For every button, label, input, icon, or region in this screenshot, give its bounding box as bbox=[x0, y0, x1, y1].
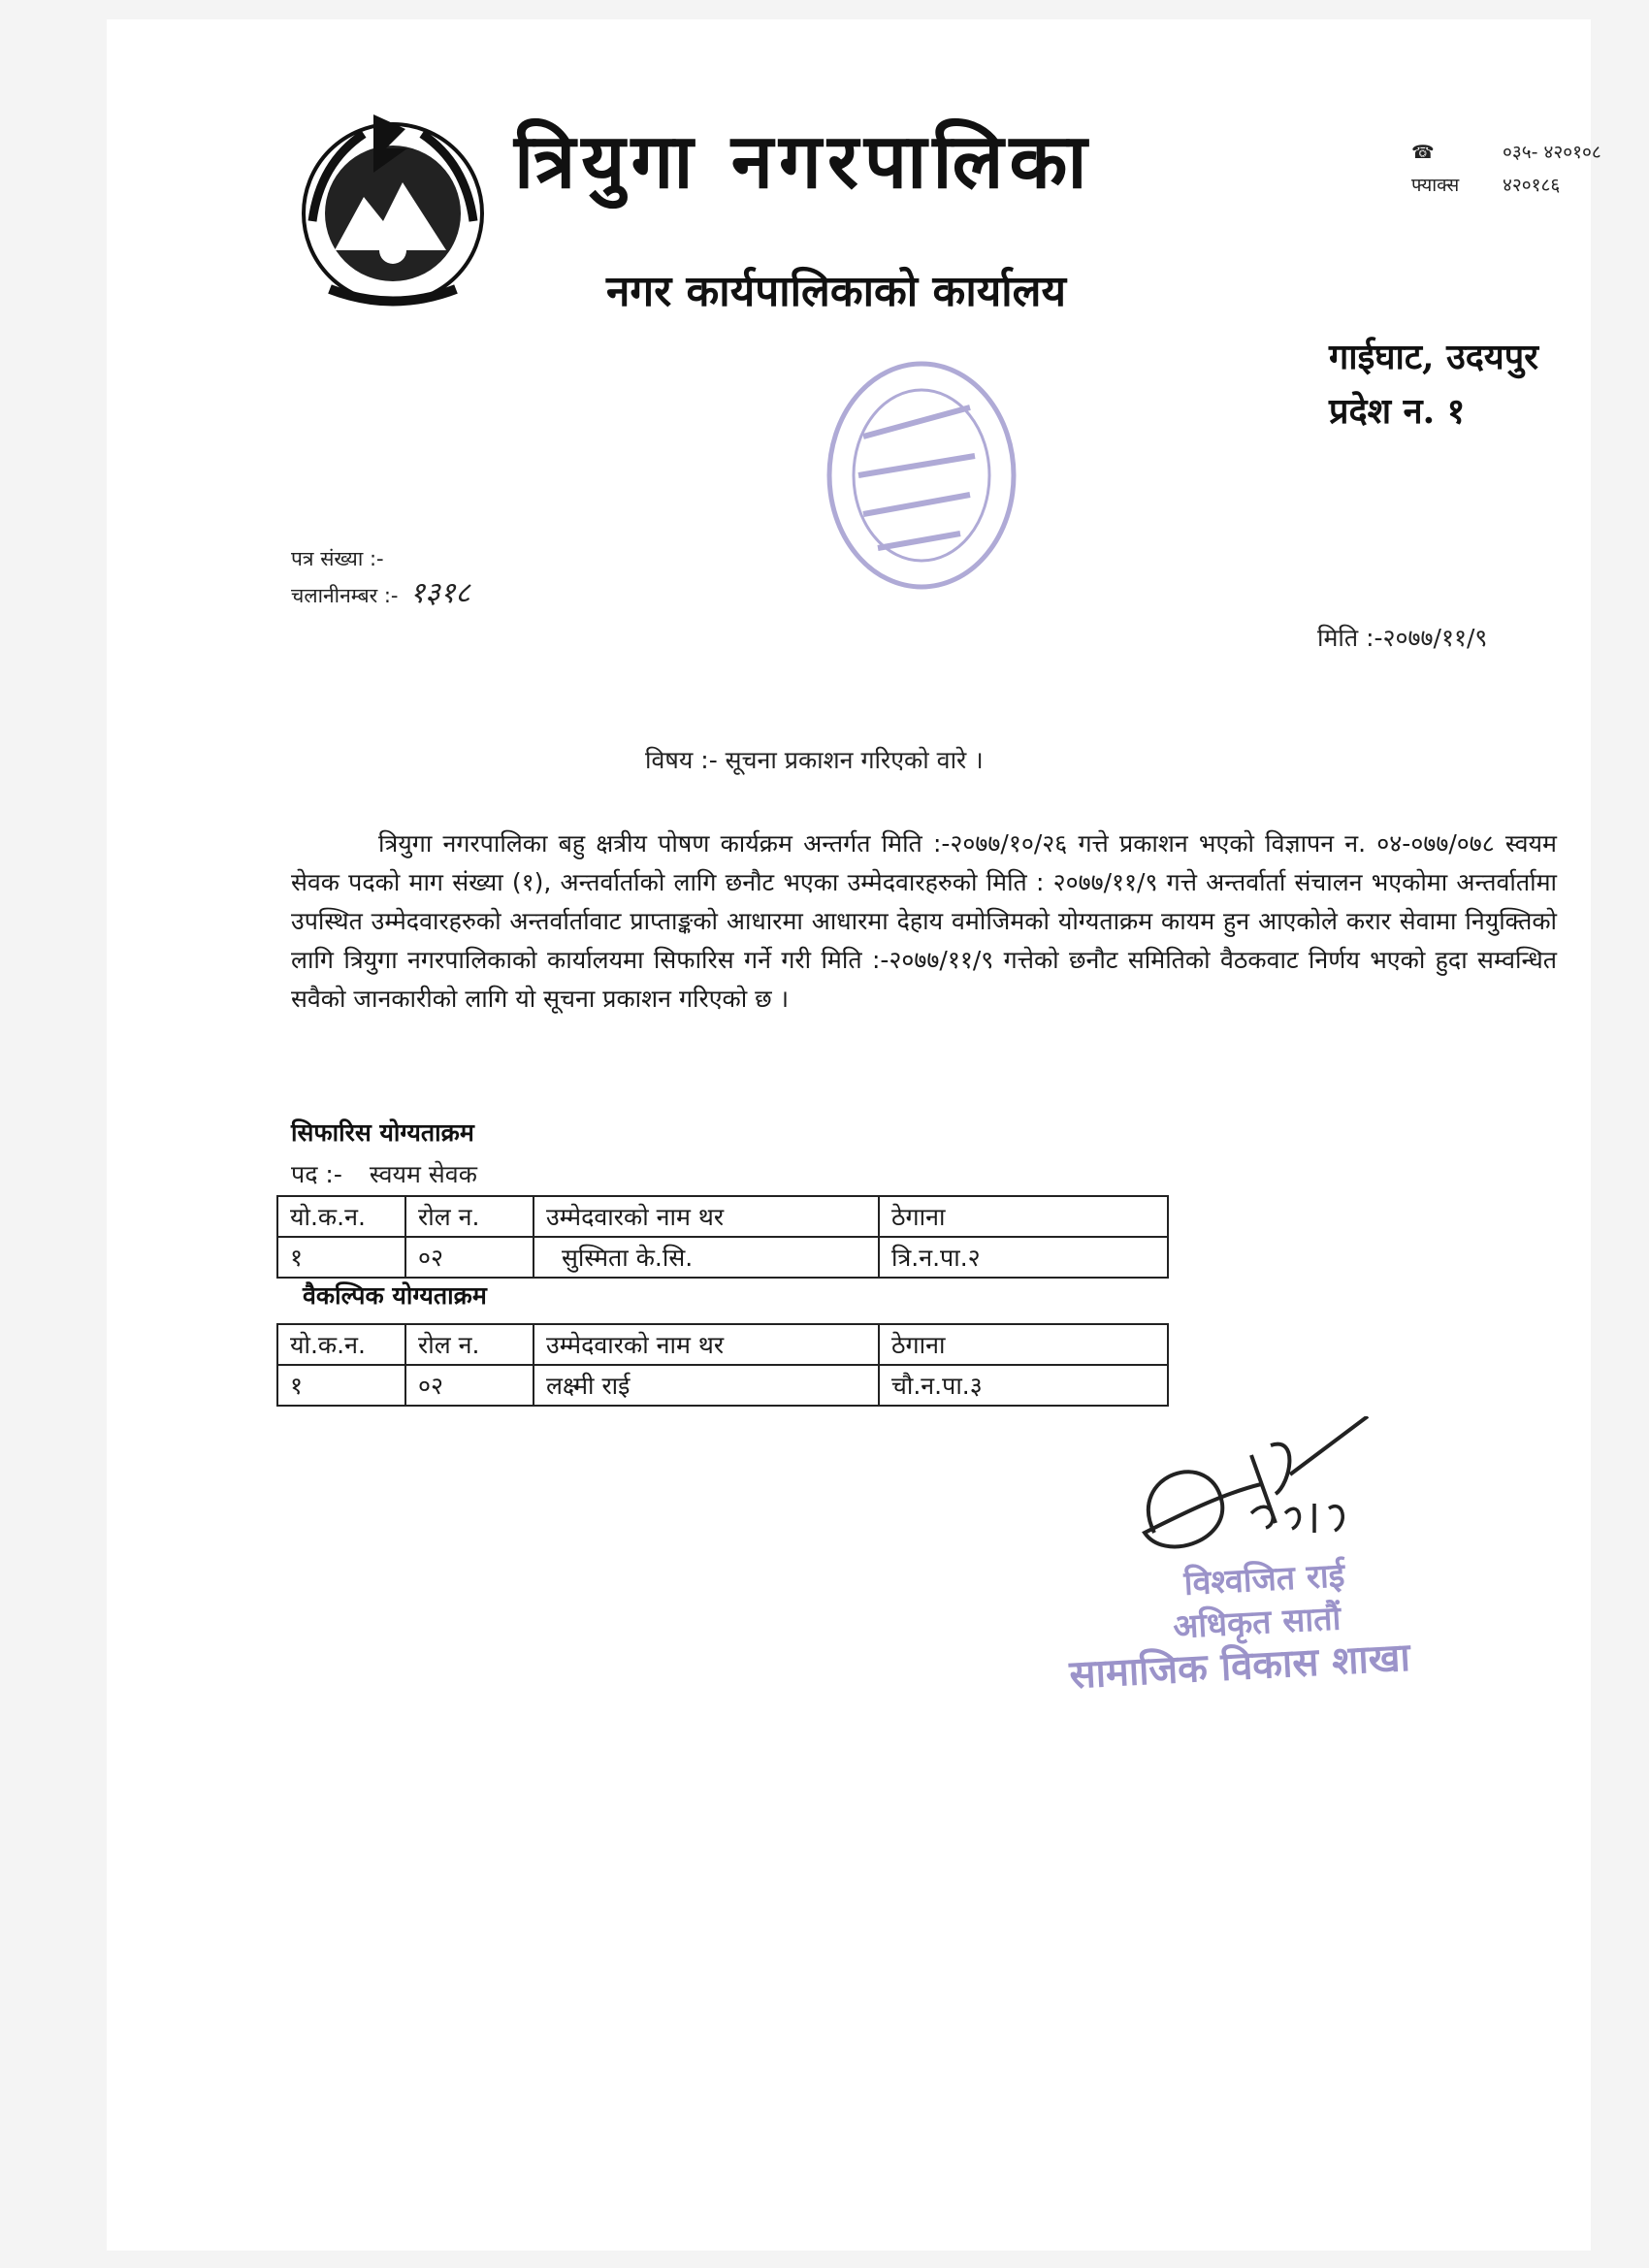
col-serial-header: यो.क.न. bbox=[277, 1196, 405, 1237]
chalani-label: चलानीनम्बर :- bbox=[291, 584, 399, 607]
col-name-header: उम्मेदवारको नाम थर bbox=[534, 1324, 879, 1365]
address-line-2: प्रदेश न. १ bbox=[1329, 391, 1466, 432]
table-header-row bbox=[277, 1324, 1168, 1365]
letter-subject: विषय :- सूचना प्रकाशन गरिएको वारे । bbox=[645, 746, 984, 774]
cell-serial: १ bbox=[277, 1365, 405, 1406]
alternate-table bbox=[276, 1323, 1169, 1407]
office-stamp-icon bbox=[805, 349, 1028, 621]
col-address-header: ठेगाना bbox=[879, 1196, 1168, 1237]
office-address bbox=[1329, 330, 1538, 438]
fax-number: ४२०१८६ bbox=[1503, 175, 1561, 196]
fax-label: फ्याक्स bbox=[1411, 175, 1460, 196]
cell-roll: ०२ bbox=[405, 1365, 534, 1406]
signatory-designation: अधिकृत सातौं bbox=[1172, 1599, 1342, 1647]
letter-body: त्रियुगा नगरपालिका बहु क्षत्रीय पोषण कार्यक्रम अन्तर्गत मिति :-२०७७/१०/२६ गत्ते प्रकाशन भएको विज्ञापन न. ०४-०७७/०७८ स्वयम सेवक पदको माग संख्या (१), अन्तर्वार्ताको लागि छनौट भएका उम्मेदवारहरुको मिति : २०७७/११/९ गत्ते अन्तर्वार्ता संचालन भएकोमा अन्तर्वार्तामा उपस्थित उम्मेदवारहरुको अन्तर्वार्तावाट प्राप्ताङ्कको आधारमा आधारमा देहाय वमोजिमको योग्यताक्रम कायम हुन आएकोले करार सेवामा नियुक्तिको लागि त्रियुगा नगरपालिकाको कार्यालयमा सिफारिस गर्ने गरी मिति :-२०७७/११/९ गत्तेको छनौट समितिको वैठकवाट निर्णय भएको हुदा सम्वन्धित सवैको जानकारीको लागि यो सूचना प्रकाशन गरिएको छ । bbox=[291, 829, 1557, 1013]
signatory-name: विश्वजित राई bbox=[1182, 1556, 1346, 1604]
cell-name: सुस्मिता के.सि. bbox=[534, 1237, 879, 1278]
signatory-branch: सामाजिक विकास शाखा bbox=[1068, 1634, 1411, 1699]
recommended-heading: सिफारिस योग्यताक्रम bbox=[291, 1118, 474, 1147]
nepal-emblem-icon bbox=[291, 105, 495, 308]
col-name-header: उम्मेदवारको नाम थर bbox=[534, 1196, 879, 1237]
cell-address: चौ.न.पा.३ bbox=[879, 1365, 1168, 1406]
col-roll-header: रोल न. bbox=[405, 1324, 534, 1365]
cell-serial: १ bbox=[277, 1237, 405, 1278]
table-header-row bbox=[277, 1196, 1168, 1237]
col-serial-header: यो.क.न. bbox=[277, 1324, 405, 1365]
org-name: त्रियुगा नगरपालिका bbox=[514, 117, 1093, 206]
recommended-table bbox=[276, 1195, 1169, 1279]
alternate-heading: वैकल्पिक योग्यताक्रम bbox=[303, 1281, 487, 1310]
contact-info bbox=[1411, 136, 1601, 202]
chalani-number: १३१८ bbox=[409, 576, 470, 610]
signature-stamp bbox=[1064, 1551, 1411, 1697]
post-value: स्वयम सेवक bbox=[369, 1160, 477, 1188]
table-row bbox=[277, 1365, 1168, 1406]
post-line bbox=[291, 1157, 477, 1190]
phone-icon: ☎ bbox=[1411, 142, 1435, 163]
patra-sankhya-label: पत्र संख्या :- bbox=[291, 547, 384, 570]
phone-number: ०३५- ४२०१०८ bbox=[1503, 142, 1601, 163]
post-label: पद :- bbox=[291, 1160, 342, 1188]
office-name: नगर कार्यपालिकाको कार्यालय bbox=[606, 267, 1066, 316]
col-address-header: ठेगाना bbox=[879, 1324, 1168, 1365]
reference-block bbox=[291, 541, 470, 613]
letter-date: मिति :-२०७७/११/९ bbox=[1317, 624, 1488, 652]
table-row bbox=[277, 1237, 1168, 1278]
col-roll-header: रोल न. bbox=[405, 1196, 534, 1237]
cell-address: त्रि.न.पा.२ bbox=[879, 1237, 1168, 1278]
cell-roll: ०२ bbox=[405, 1237, 534, 1278]
address-line-1: गाईघाट, उदयपुर bbox=[1329, 337, 1538, 377]
cell-name: लक्ष्मी राई bbox=[534, 1365, 879, 1406]
